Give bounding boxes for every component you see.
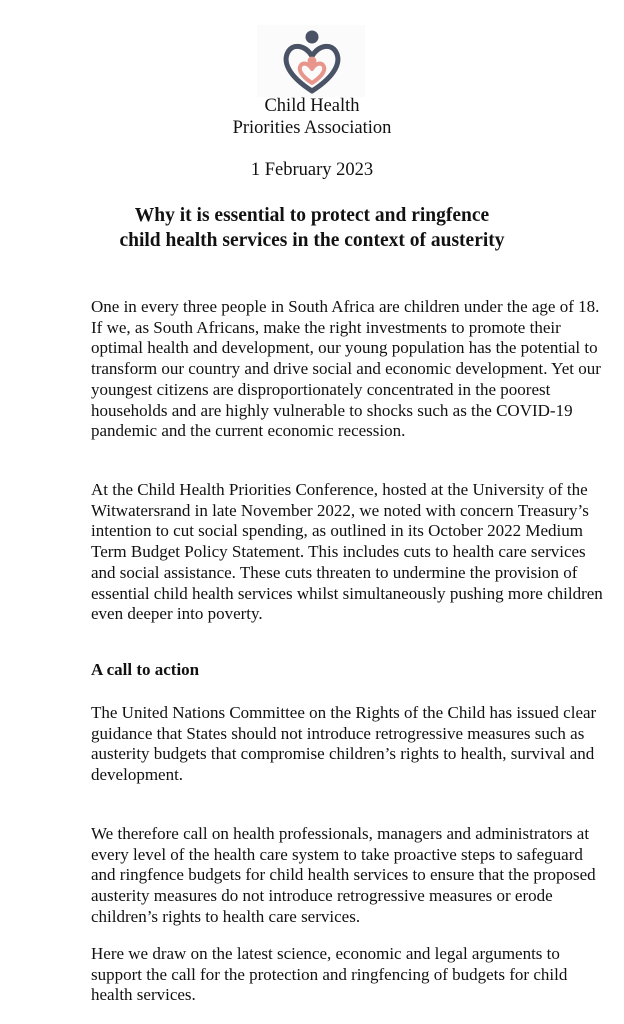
paragraph-evidence: Here we draw on the latest science, economic and legal arguments to support the call for the protection and ringfencing of budgets for child health services.	[91, 944, 568, 1005]
document-title-line2: child health services in the context of austerity	[119, 230, 505, 251]
paragraph-intro: One in every three people in South Africa are children under the age of 18. If we, as South Africans, make the right investments to promote their optimal health and development, our young population has the potential to transform our country and drive social and economic development. Yet our youngest citizens are disproportionately concentrated in the poorest households and are highly vulnerable to shocks such as the COVID-19 pandemic and the current economic recession.	[91, 297, 601, 441]
paragraph-call: We therefore call on health professionals, managers and administrators at every level of the health care system to take proactive steps to safeguard and ringfence budgets for child health services to ensure that the proposed austerity measures do not introduce retrogressive measures or erode children’s rights to health care services.	[91, 824, 596, 926]
heart-family-icon	[257, 25, 365, 97]
paragraph-un-committee: The United Nations Committee on the Rights of the Child has issued clear guidance that States should not introduce retrogressive measures such as austerity budgets that compromise children’s rights to health, survival and development.	[91, 703, 597, 785]
association-logo	[257, 25, 365, 97]
paragraph-conference: At the Child Health Priorities Conference, hosted at the University of the Witwatersrand in late November 2022, we noted with concern Treasury’s intention to cut social spending, as outlined in its October 2022 Medium Term Budget Policy Statement. This includes cuts to health care services and social assistance. These cuts threaten to undermine the provision of essential child health services whilst simultaneously pushing more children even deeper into poverty.	[91, 480, 603, 624]
document-title-line1: Why it is essential to protect and ringfence	[134, 205, 490, 226]
document-date: 1 February 2023	[250, 160, 374, 180]
section-heading: A call to action	[91, 660, 200, 679]
org-name-line1: Child Health	[264, 96, 360, 116]
org-name-line2: Priorities Association	[232, 118, 392, 138]
